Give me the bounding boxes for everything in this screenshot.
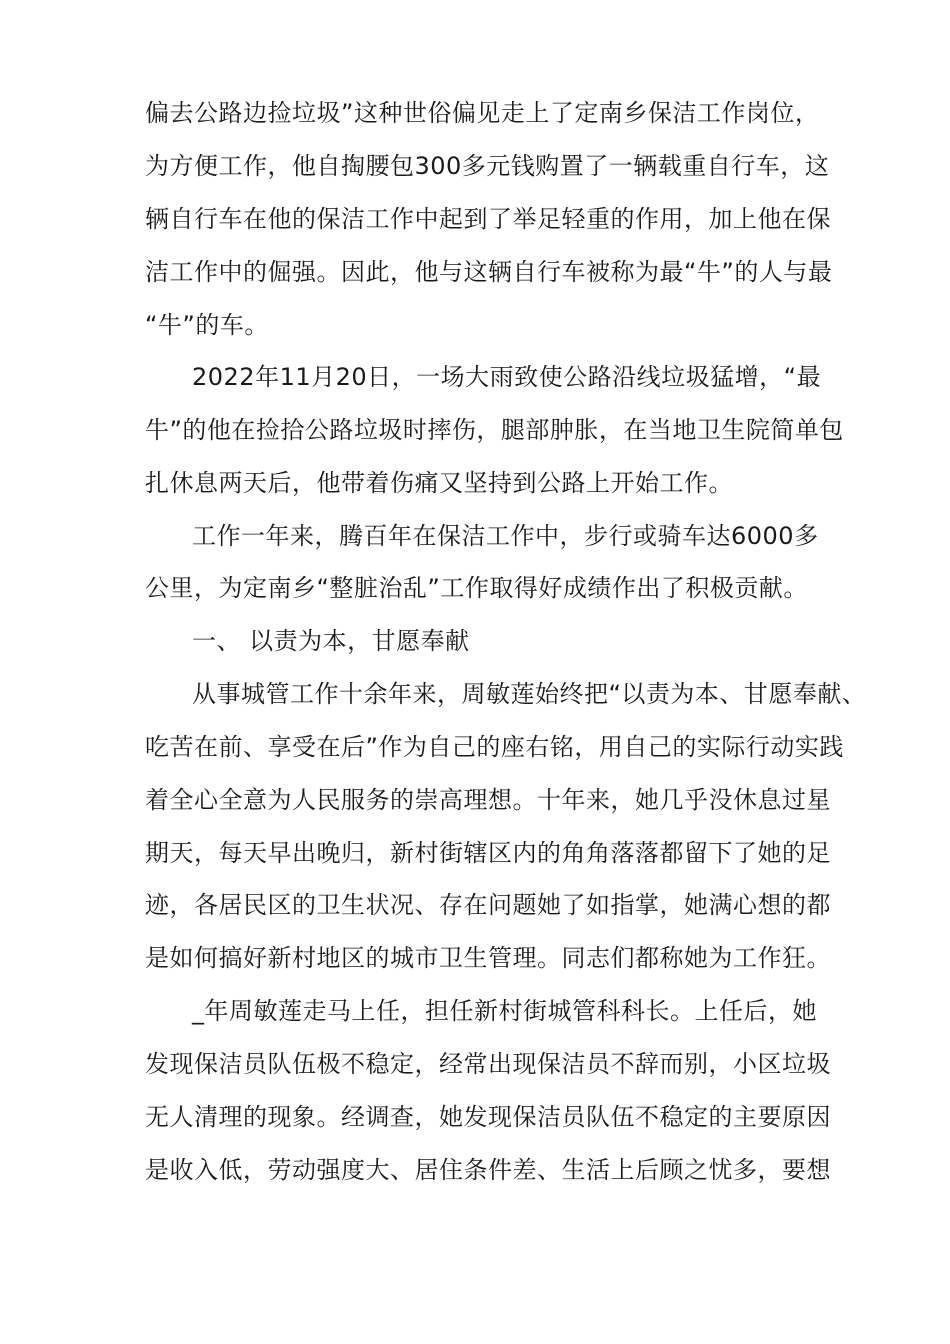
text-line-6: 2022年11月20日，一场大雨致使公路沿线垃圾猛增，“最 — [192, 363, 822, 391]
text-line-15: 期天，每天早出晚归，新村街辖区内的角角落落都留下了她的足 — [145, 839, 831, 867]
text-line-2: 为方便工作，他自掏腰包300多元钱购置了一辆载重自行车，这 — [145, 152, 830, 180]
text-line-7: 牛”的他在捡拾公路垃圾时摔伤，腿部肿胀，在当地卫生院简单包 — [145, 416, 844, 444]
text-line-8: 扎休息两天后，他带着伤痛又坚持到公路上开始工作。 — [145, 469, 733, 497]
text-line-5: “牛”的车。 — [145, 311, 269, 339]
text-line-1: 偏去公路边捡垃圾”这种世俗偏见走上了定南乡保洁工作岗位， — [145, 99, 820, 127]
text-line-21: 是收入低，劳动强度大、居住条件差、生活上后顾之忧多，要想 — [145, 1156, 831, 1184]
section-heading: 一、 以责为本，甘愿奉献 — [192, 627, 470, 655]
text-line-19: 发现保洁员队伍极不稳定，经常出现保洁员不辞而别，小区垃圾 — [145, 1050, 831, 1078]
text-line-12: 从事城管工作十余年来，周敏莲始终把“以责为本、甘愿奉献、 — [192, 680, 867, 708]
text-line-3: 辆自行车在他的保洁工作中起到了举足轻重的作用，加上他在保 — [145, 205, 831, 233]
text-line-4: 洁工作中的倔强。因此，他与这辆自行车被称为最“牛”的人与最 — [145, 258, 833, 286]
text-line-16: 迹，各居民区的卫生状况、存在问题她了如指掌，她满心想的都 — [145, 891, 831, 919]
text-line-10: 公里，为定南乡“整脏治乱”工作取得好成绩作出了积极贡献。 — [145, 574, 808, 602]
text-line-18: _年周敏莲走马上任，担任新村街城管科科长。上任后，她 — [192, 997, 817, 1025]
text-line-9: 工作一年来，腾百年在保洁工作中，步行或骑车达6000多 — [192, 522, 819, 550]
text-line-20: 无人清理的现象。经调查，她发现保洁员队伍不稳定的主要原因 — [145, 1103, 831, 1131]
text-line-17: 是如何搞好新村地区的城市卫生管理。同志们都称她为工作狂。 — [145, 944, 831, 972]
text-line-13: 吃苦在前、享受在后”作为自己的座右铭，用自己的实际行动实践 — [145, 733, 844, 761]
text-line-14: 着全心全意为人民服务的崇高理想。十年来，她几乎没休息过星 — [145, 786, 831, 814]
